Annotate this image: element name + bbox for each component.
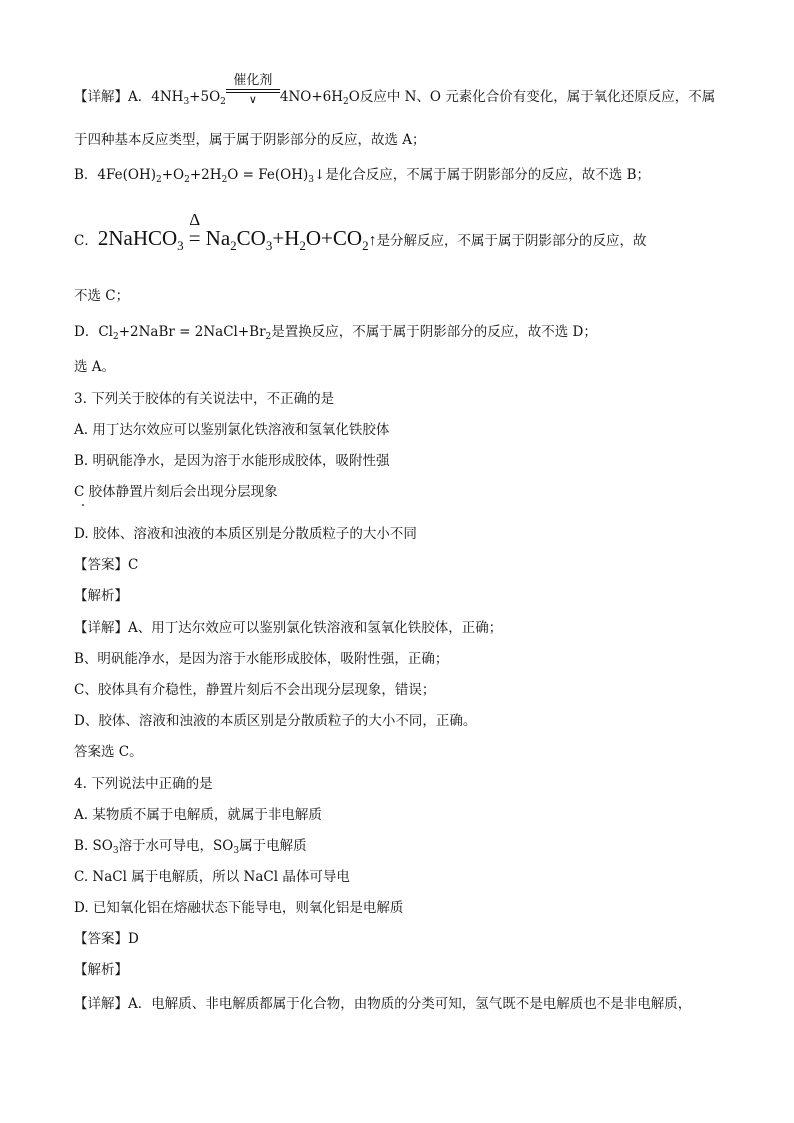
question-3: 3. 下列关于胶体的有关说法中，不正确的是 (74, 391, 335, 407)
q4b-text: 溶于水可导电，SO (118, 838, 234, 854)
formula-part: CO (236, 226, 266, 250)
question-3-option-a: A. 用丁达尔效应可以鉴别氯化铁溶液和氢氧化铁胶体 (74, 422, 390, 438)
detail-3-d: D、胶体、溶液和浊液的本质区别是分散质粒子的大小不同，正确。 (74, 713, 477, 729)
subscript: 3 (183, 97, 190, 107)
answer-3: 【答案】C (74, 557, 139, 573)
line-d-text: +2NaBr = 2NaCl+Br (118, 324, 266, 340)
subscript: 3 (112, 846, 119, 856)
formula-part: +H (272, 226, 300, 250)
subscript: 3 (265, 238, 273, 253)
formula-part: 2NaHCO (97, 226, 178, 250)
solution-line-b (74, 165, 650, 185)
line-a-text: O反应中 N、O 元素化合价有变化，属于氧化还原反应，不属 (348, 89, 716, 105)
subscript: 2 (184, 175, 190, 185)
detail-3-b: B、明矾能净水，是因为溶于水能形成胶体，吸附性强，正确； (74, 651, 449, 667)
question-4: 4. 下列说法中正确的是 (74, 776, 213, 792)
analysis-4-heading: 【解析】 (74, 962, 128, 978)
question-4-option-c: C. NaCl 属于电解质，所以 NaCl 晶体可导电 (74, 869, 350, 885)
subscript: 3 (177, 238, 184, 253)
subscript: 2 (265, 332, 272, 342)
q4b-text: B. SO (74, 838, 113, 854)
question-3-option-d: D. 胶体、溶液和浊液的本质区别是分散质粒子的大小不同 (74, 526, 417, 542)
equals-sign: = (188, 226, 201, 250)
stray-dot (82, 504, 84, 506)
delta-symbol: Δ (189, 210, 201, 229)
solution-line-c (74, 210, 647, 255)
catalyst-label: 催化剂 (233, 73, 273, 88)
analysis-3-heading: 【解析】 (74, 588, 128, 604)
decomposition-equation (97, 210, 377, 253)
question-4-option-a: A. 某物质不属于电解质，就属于非电解质 (74, 807, 322, 823)
subscript: 2 (156, 175, 162, 185)
detail-4-a: 【详解】A．电解质、非电解质都属于化合物，由物质的分类可知，氢气既不是电解质也不是非电解质， (74, 996, 692, 1012)
gas-arrow: ↑ (368, 232, 377, 249)
subscript: 2 (230, 238, 237, 253)
question-3-option-c: C 胶体静置片刻后会出现分层现象 (74, 484, 278, 500)
subscript: 3 (308, 175, 314, 185)
subscript: 2 (112, 332, 119, 342)
line-d-text: D．Cl (74, 324, 113, 340)
answer-4: 【答案】D (74, 931, 139, 947)
subscript: 2 (299, 238, 306, 253)
detail-3-a: 【详解】A、用丁达尔效应可以鉴别氯化铁溶液和氢氧化铁胶体，正确； (74, 620, 503, 636)
line-c-label: C． (74, 233, 98, 249)
formula-part: Na (205, 226, 231, 250)
line-a-text: +5O (189, 89, 221, 105)
line-d-text: 是置换反应，不属于属于阴影部分的反应，故不选 D； (271, 324, 597, 340)
question-3-option-b: B. 明矾能净水，是因为溶于水能形成胶体，吸附性强 (74, 453, 390, 469)
formula-part: O+CO (305, 226, 363, 250)
subscript: 2 (343, 97, 349, 107)
line-b-text: O = Fe(OH) (227, 167, 309, 183)
subscript: 2 (362, 238, 369, 253)
line-b-text: +2H (189, 167, 222, 183)
q4b-text: 属于电解质 (239, 838, 307, 854)
question-4-option-d: D. 已知氧化铝在熔融状态下能导电，则氧化铝是电解质 (74, 900, 404, 916)
line-b-text: ↓是化合反应，不属于属于阴影部分的反应，故不选 B； (314, 167, 651, 183)
heat-mark: ∨ (248, 93, 257, 106)
solution-line-a-cont: 于四种基本反应类型，属于属于阴影部分的反应，故选 A； (74, 132, 426, 148)
line-a-prefix: 【详解】A．4NH (74, 89, 184, 105)
subscript: 2 (221, 175, 228, 185)
solution-conclusion: 选 A。 (74, 359, 116, 375)
solution-line-a (74, 73, 716, 113)
catalyst-condition (226, 74, 280, 105)
line-c-text: 是分解反应，不属于属于阴影部分的反应，故 (376, 233, 647, 249)
line-b-text: B．4Fe(OH) (74, 167, 157, 183)
line-a-text: 4NO+6H (279, 89, 344, 105)
heat-condition (184, 210, 206, 252)
solution-line-d (74, 322, 597, 342)
line-b-text: +O (161, 167, 185, 183)
solution-line-c-cont: 不选 C； (74, 288, 130, 304)
detail-3-c: C、胶体具有介稳性，静置片刻后不会出现分层现象，错误； (74, 682, 436, 698)
detail-3-conclusion: 答案选 C。 (74, 744, 143, 760)
subscript: 2 (220, 97, 226, 107)
subscript: 3 (233, 846, 240, 856)
question-4-option-b (74, 836, 307, 856)
